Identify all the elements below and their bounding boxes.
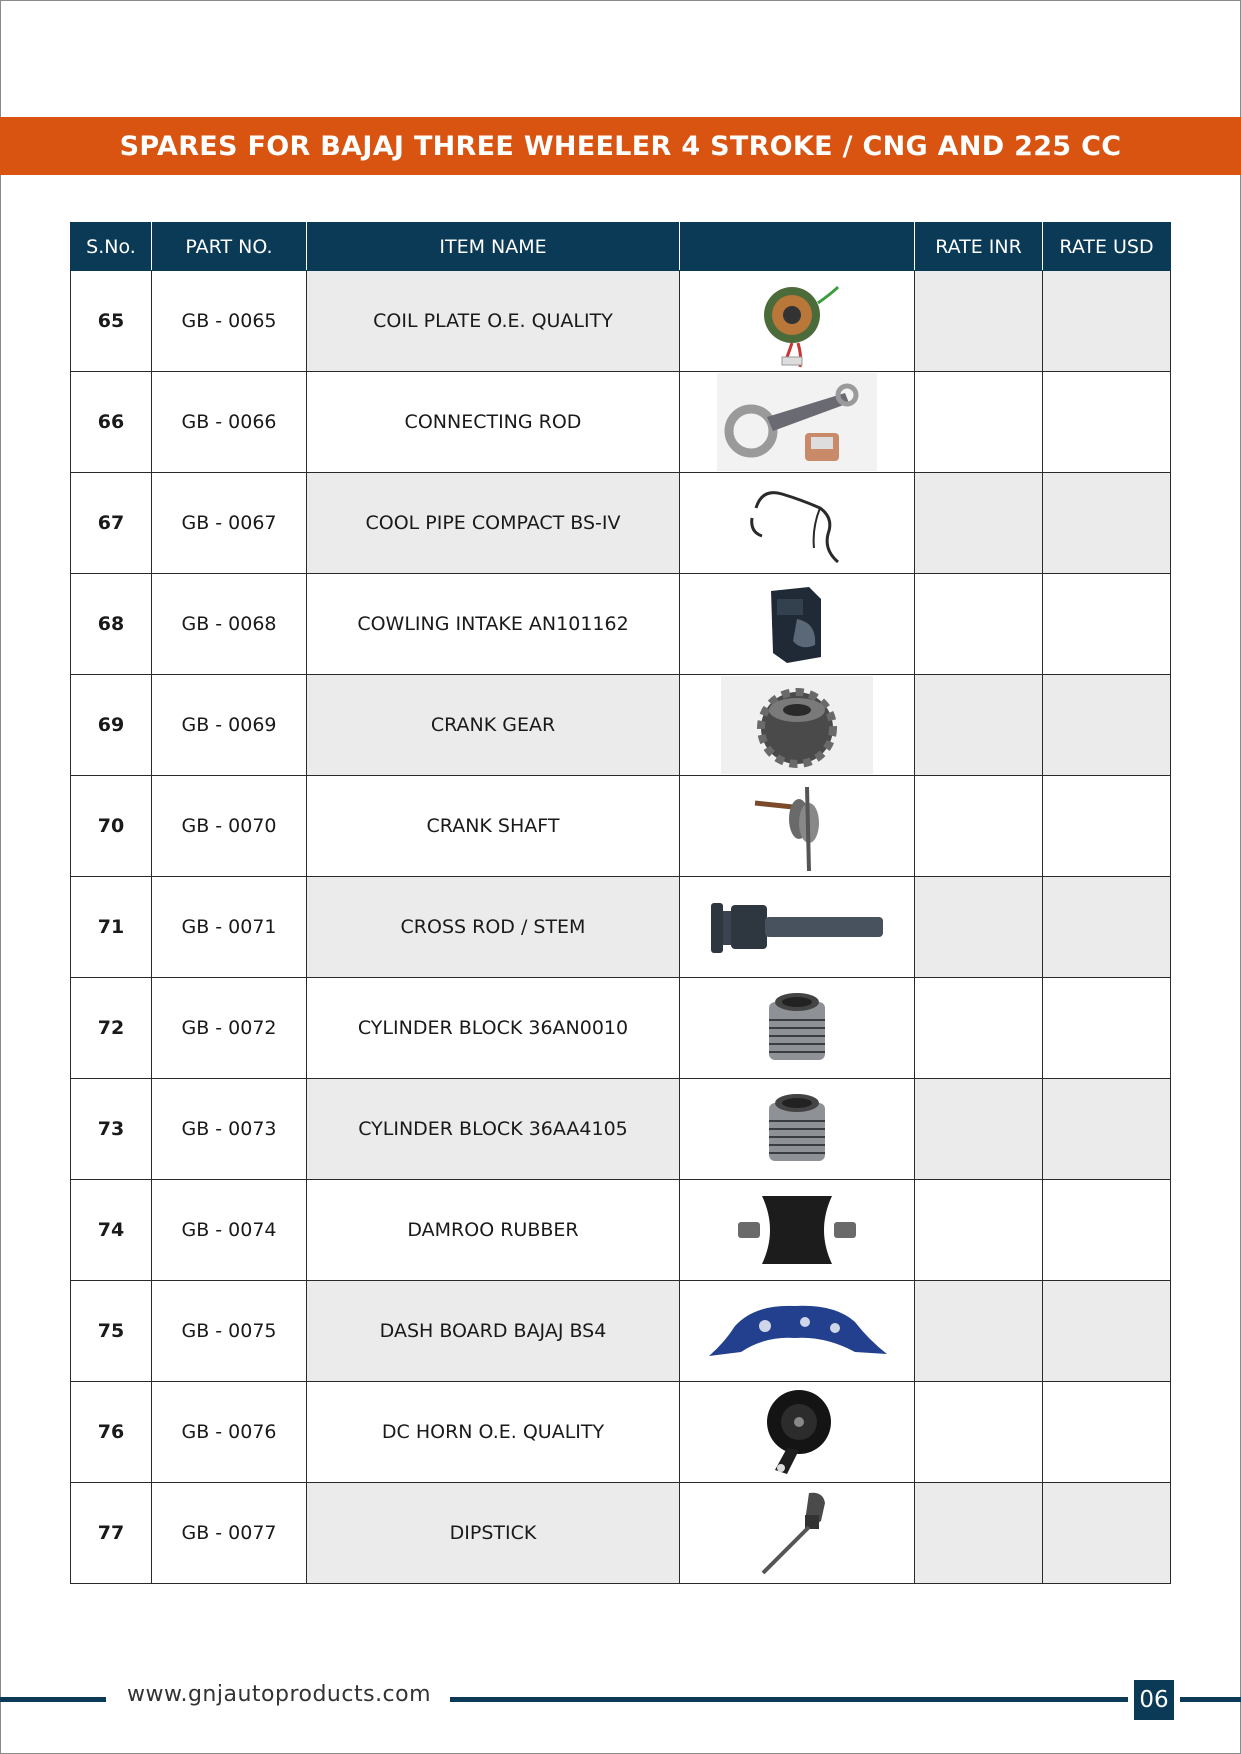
row-image xyxy=(680,675,915,776)
row-rate-usd xyxy=(1043,1180,1171,1281)
header-item-name: ITEM NAME xyxy=(307,223,680,271)
row-rate-inr xyxy=(915,1382,1043,1483)
cowling-intake-photo xyxy=(757,579,837,669)
row-rate-inr xyxy=(915,1483,1043,1584)
header-part-no: PART NO. xyxy=(152,223,307,271)
table-header-row xyxy=(71,223,1171,271)
row-part-no: GB - 0073 xyxy=(152,1079,307,1180)
row-part-no: GB - 0072 xyxy=(152,978,307,1079)
table-row xyxy=(71,675,1171,776)
footer-rule-left xyxy=(0,1697,106,1702)
row-sno: 67 xyxy=(71,473,152,574)
row-image xyxy=(680,372,915,473)
cylinder-block-photo xyxy=(747,980,847,1076)
row-rate-inr xyxy=(915,776,1043,877)
row-image xyxy=(680,1079,915,1180)
row-item-name: CONNECTING ROD xyxy=(307,372,680,473)
row-sno: 76 xyxy=(71,1382,152,1483)
row-item-name: CYLINDER BLOCK 36AA4105 xyxy=(307,1079,680,1180)
footer-rule-middle xyxy=(450,1697,1128,1702)
row-rate-usd xyxy=(1043,372,1171,473)
row-part-no: GB - 0076 xyxy=(152,1382,307,1483)
row-sno: 75 xyxy=(71,1281,152,1382)
table-row xyxy=(71,473,1171,574)
page-number: 06 xyxy=(1134,1680,1174,1720)
row-part-no: GB - 0074 xyxy=(152,1180,307,1281)
row-part-no: GB - 0068 xyxy=(152,574,307,675)
row-image xyxy=(680,271,915,372)
row-rate-usd xyxy=(1043,1483,1171,1584)
row-rate-inr xyxy=(915,1281,1043,1382)
row-part-no: GB - 0075 xyxy=(152,1281,307,1382)
dipstick-photo xyxy=(747,1485,847,1581)
table-row xyxy=(71,1079,1171,1180)
table-row xyxy=(71,1382,1171,1483)
row-item-name: CRANK GEAR xyxy=(307,675,680,776)
row-image xyxy=(680,574,915,675)
row-item-name: DASH BOARD BAJAJ BS4 xyxy=(307,1281,680,1382)
row-sno: 71 xyxy=(71,877,152,978)
connecting-rod-photo xyxy=(717,373,877,471)
row-rate-usd xyxy=(1043,1079,1171,1180)
row-rate-inr xyxy=(915,978,1043,1079)
table-row xyxy=(71,877,1171,978)
table-row xyxy=(71,1483,1171,1584)
row-part-no: GB - 0065 xyxy=(152,271,307,372)
table-row xyxy=(71,271,1171,372)
row-rate-usd xyxy=(1043,675,1171,776)
row-rate-usd xyxy=(1043,271,1171,372)
row-item-name: DAMROO RUBBER xyxy=(307,1180,680,1281)
footer-website: www.gnjautoproducts.com xyxy=(127,1682,432,1707)
row-item-name: CROSS ROD / STEM xyxy=(307,877,680,978)
row-part-no: GB - 0070 xyxy=(152,776,307,877)
crank-gear-photo xyxy=(721,676,873,774)
row-rate-usd xyxy=(1043,776,1171,877)
row-part-no: GB - 0069 xyxy=(152,675,307,776)
row-sno: 69 xyxy=(71,675,152,776)
row-item-name: CYLINDER BLOCK 36AN0010 xyxy=(307,978,680,1079)
cylinder-block-photo xyxy=(747,1081,847,1177)
row-rate-usd xyxy=(1043,877,1171,978)
row-sno: 70 xyxy=(71,776,152,877)
table-row xyxy=(71,574,1171,675)
row-item-name: COIL PLATE O.E. QUALITY xyxy=(307,271,680,372)
row-image xyxy=(680,1483,915,1584)
row-image xyxy=(680,473,915,574)
row-rate-inr xyxy=(915,271,1043,372)
row-rate-inr xyxy=(915,473,1043,574)
row-rate-inr xyxy=(915,1079,1043,1180)
row-rate-inr xyxy=(915,877,1043,978)
row-image xyxy=(680,1180,915,1281)
row-rate-usd xyxy=(1043,978,1171,1079)
row-rate-usd xyxy=(1043,574,1171,675)
row-rate-inr xyxy=(915,574,1043,675)
row-part-no: GB - 0077 xyxy=(152,1483,307,1584)
footer-rule-right xyxy=(1180,1697,1241,1702)
row-item-name: COWLING INTAKE AN101162 xyxy=(307,574,680,675)
page-title: SPARES FOR BAJAJ THREE WHEELER 4 STROKE / CNG AND 225 CC xyxy=(119,130,1122,162)
row-rate-usd xyxy=(1043,1281,1171,1382)
row-sno: 74 xyxy=(71,1180,152,1281)
row-item-name: DIPSTICK xyxy=(307,1483,680,1584)
row-image xyxy=(680,978,915,1079)
row-rate-usd xyxy=(1043,473,1171,574)
damroo-rubber-photo xyxy=(732,1188,862,1272)
header-rate-inr: RATE INR xyxy=(915,223,1043,271)
cool-pipe-photo xyxy=(742,478,852,568)
row-image xyxy=(680,1281,915,1382)
row-part-no: GB - 0067 xyxy=(152,473,307,574)
table-row xyxy=(71,978,1171,1079)
crank-shaft-photo xyxy=(747,779,847,873)
table-row xyxy=(71,1180,1171,1281)
row-sno: 77 xyxy=(71,1483,152,1584)
row-rate-inr xyxy=(915,1180,1043,1281)
row-sno: 72 xyxy=(71,978,152,1079)
dc-horn-photo xyxy=(747,1384,847,1480)
header-sno: S.No. xyxy=(71,223,152,271)
row-item-name: DC HORN O.E. QUALITY xyxy=(307,1382,680,1483)
row-image xyxy=(680,877,915,978)
row-sno: 66 xyxy=(71,372,152,473)
row-rate-inr xyxy=(915,372,1043,473)
row-item-name: COOL PIPE COMPACT BS-IV xyxy=(307,473,680,574)
row-part-no: GB - 0071 xyxy=(152,877,307,978)
row-image xyxy=(680,776,915,877)
parts-table xyxy=(70,222,1171,1584)
cross-rod-photo xyxy=(707,887,887,967)
dash-board-photo xyxy=(705,1296,889,1366)
row-item-name: CRANK SHAFT xyxy=(307,776,680,877)
row-image xyxy=(680,1382,915,1483)
table-row xyxy=(71,372,1171,473)
table-row xyxy=(71,1281,1171,1382)
table-row xyxy=(71,776,1171,877)
row-part-no: GB - 0066 xyxy=(152,372,307,473)
row-sno: 65 xyxy=(71,271,152,372)
row-rate-usd xyxy=(1043,1382,1171,1483)
title-banner xyxy=(0,117,1241,175)
row-sno: 73 xyxy=(71,1079,152,1180)
header-image xyxy=(680,223,915,271)
row-rate-inr xyxy=(915,675,1043,776)
coil-plate-photo xyxy=(742,273,852,369)
header-rate-usd: RATE USD xyxy=(1043,223,1171,271)
row-sno: 68 xyxy=(71,574,152,675)
